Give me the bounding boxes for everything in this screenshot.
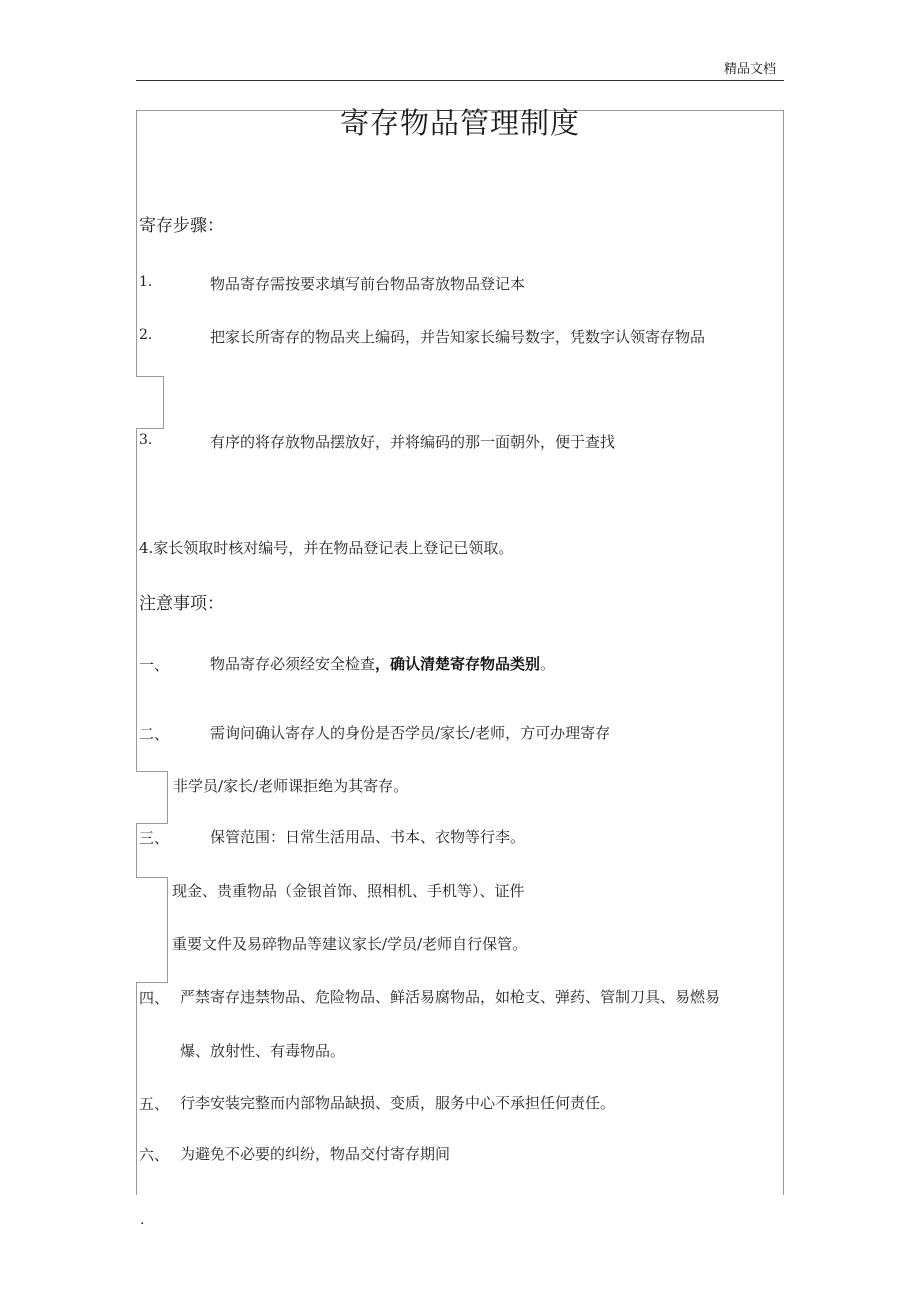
step-4-text: 4.家长领取时核对编号，并在物品登记表上登记已领取。 [139,539,514,557]
frame-notch-bottom [136,428,164,429]
note-3-continuation-2: 重要文件及易碎物品等建议家长/学员/老师自行保管。 [172,935,528,953]
note-1-number: 一、 [139,656,170,674]
step-3-text: 有序的将存放物品摆放好，并将编码的那一面朝外，便于查找 [210,433,616,451]
frame-notch2-mid-a [136,823,168,824]
steps-heading: 寄存步骤： [139,216,224,236]
note-2-continuation: 非学员/家长/老师课拒绝为其寄存。 [173,777,409,795]
step-3-number: 3. [139,432,153,448]
note-1-bold: ，确认清楚寄存物品类别 [375,655,541,673]
header-divider [136,80,784,81]
step-2-text: 把家长所寄存的物品夹上编码，并告知家长编号数字，凭数字认领寄存物品 [210,328,706,346]
step-1-text: 物品寄存需按要求填写前台物品寄放物品登记本 [210,275,526,293]
frame-notch2-bottom [136,982,168,983]
note-2-text: 需询问确认寄存人的身份是否学员/家长/老师，方可办理寄存 [210,724,611,742]
header-label: 精品文档 [724,62,777,77]
note-3-continuation-1: 现金、贵重物品（金银首饰、照相机、手机等）、证件 [172,882,525,900]
note-1-regular: 物品寄存必须经安全检查 [210,655,376,673]
note-5-number: 五、 [139,1095,170,1113]
note-4-text: 严禁寄存违禁物品、危险物品、鲜活易腐物品，如枪支、弹药、管制刀具、易燃易 [180,988,721,1006]
note-1-text [210,653,555,674]
step-2-number: 2. [139,327,153,343]
note-4-number: 四、 [139,989,170,1007]
frame-left-border-2 [136,428,137,771]
frame-notch2-mid-b [136,877,168,878]
note-2-number: 二、 [139,725,170,743]
note-4-continuation: 爆、放射性、有毒物品。 [180,1042,346,1060]
frame-left-border-1 [136,110,137,377]
note-1-end: 。 [540,655,556,673]
footer-mark: . [140,1212,145,1228]
frame-notch-side [163,376,164,429]
note-6-number: 六、 [139,1146,170,1164]
frame-left-border-3 [136,823,137,878]
note-3-text: 保管范围：日常生活用品、书本、衣物等行李。 [210,828,526,846]
frame-notch-top [136,376,164,377]
note-5-text: 行李安装完整而内部物品缺损、变质，服务中心不承担任何责任。 [180,1094,616,1112]
note-6-text: 为避免不必要的纠纷，物品交付寄存期间 [180,1145,451,1163]
frame-right-border [783,110,784,1195]
step-1-number: 1. [139,274,153,290]
page-title: 寄存物品管理制度 [339,106,580,140]
frame-left-border-4 [136,982,137,1195]
notes-heading: 注意事项： [139,594,224,614]
frame-notch2-side-a [167,771,168,824]
frame-notch2-side-b [167,877,168,983]
note-3-number: 三、 [139,829,170,847]
frame-notch2-top [136,771,168,772]
